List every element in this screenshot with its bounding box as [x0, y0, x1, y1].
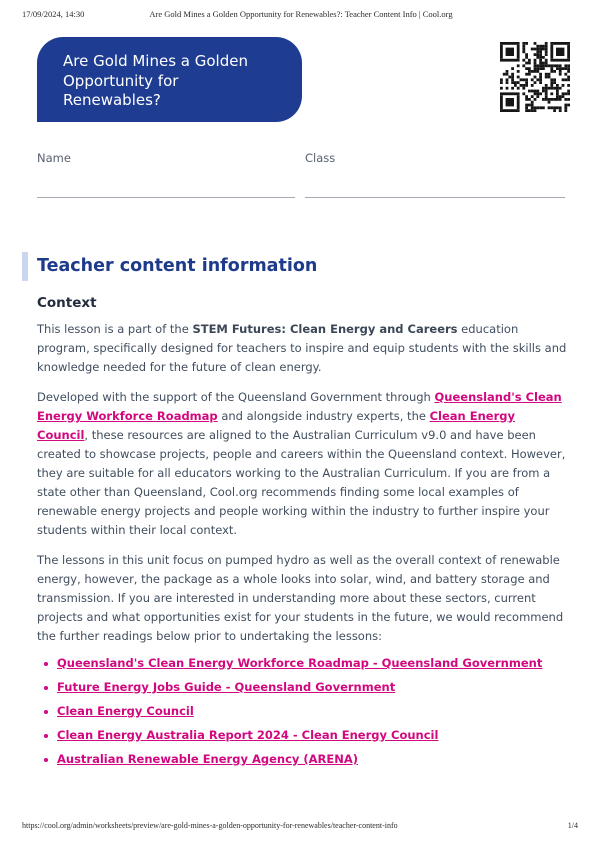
name-label: Name: [37, 151, 71, 165]
name-fill-line: [37, 197, 295, 198]
worksheet-title: Are Gold Mines a Golden Opportunity for Renewables?: [63, 52, 248, 109]
class-label: Class: [305, 151, 336, 165]
print-header-datetime: 17/09/2024, 14:30: [22, 9, 85, 19]
section-title: Teacher content information: [37, 256, 318, 276]
reading-link[interactable]: Clean Energy Australia Report 2024 - Clean Energy Council: [57, 728, 439, 742]
reading-list-item: [37, 678, 571, 697]
print-footer-url: https://cool.org/admin/worksheets/preview/are-gold-mines-a-golden-opportunity-for-renewables/teacher-content-info: [22, 821, 398, 830]
heading-accent-bar: [22, 252, 28, 281]
bold-text: STEM Futures: Clean Energy and Careers: [192, 322, 458, 336]
context-paragraphs: [22, 320, 571, 646]
paragraph: The lessons in this unit focus on pumped hydro as well as the overall context of renewable energy, however, the package as a whole looks into solar, wind, and battery storage and transmission. If you are interested in understanding more about these sectors, current projects and what opportunities exist for your students in the future, we would recommend the further readings below prior to undertaking the lessons:: [37, 553, 564, 643]
print-footer: [22, 821, 578, 830]
reading-link[interactable]: Clean Energy Council: [57, 704, 194, 718]
reading-list-item: [37, 750, 571, 769]
further-reading-list: [37, 654, 571, 769]
section-heading-row: [22, 252, 571, 281]
reading-link[interactable]: Queensland's Clean Energy Workforce Roadmap - Queensland Government: [57, 656, 543, 670]
qr-code: [500, 42, 570, 112]
reading-link[interactable]: Australian Renewable Energy Agency (ARENA): [57, 752, 359, 766]
inline-link[interactable]: Queensland's Clean Energy Workforce Roadmap: [37, 390, 562, 423]
print-header-title: Are Gold Mines a Golden Opportunity for Renewables?: Teacher Content Info | Cool.org: [149, 9, 453, 19]
reading-link[interactable]: Future Energy Jobs Guide - Queensland Government: [57, 680, 396, 694]
page-indicator: 1/4: [567, 821, 578, 830]
reading-list-item: [37, 702, 571, 721]
print-header: [0, 9, 602, 23]
main-content: [22, 252, 571, 774]
inline-link[interactable]: Clean Energy Council: [37, 409, 515, 442]
paragraph: This lesson is a part of the STEM Futures: Clean Energy and Careers education program, specifically designed for teachers to inspire and equip students with the skills and knowledge needed for the future of clean energy.: [37, 322, 567, 374]
class-fill-line: [305, 197, 565, 198]
paragraph: Developed with the support of the Queensland Government through Queensland's Clean Energy Workforce Roadmap and alongside industry experts, the Clean Energy Council, these resources are aligned to the Australian Curriculum v9.0 and have been created to showcase projects, people and careers within the Queensland context. However, they are suitable for all educators working to the Australian Curriculum. If you are from a state other than Queensland, Cool.org recommends finding some local examples of renewable energy projects and people working within the industry to further inspire your students within their local context.: [37, 390, 566, 537]
worksheet-title-banner: [37, 37, 302, 122]
reading-list-item: [37, 654, 571, 673]
context-subheading: Context: [37, 295, 97, 311]
reading-list-item: [37, 726, 571, 745]
